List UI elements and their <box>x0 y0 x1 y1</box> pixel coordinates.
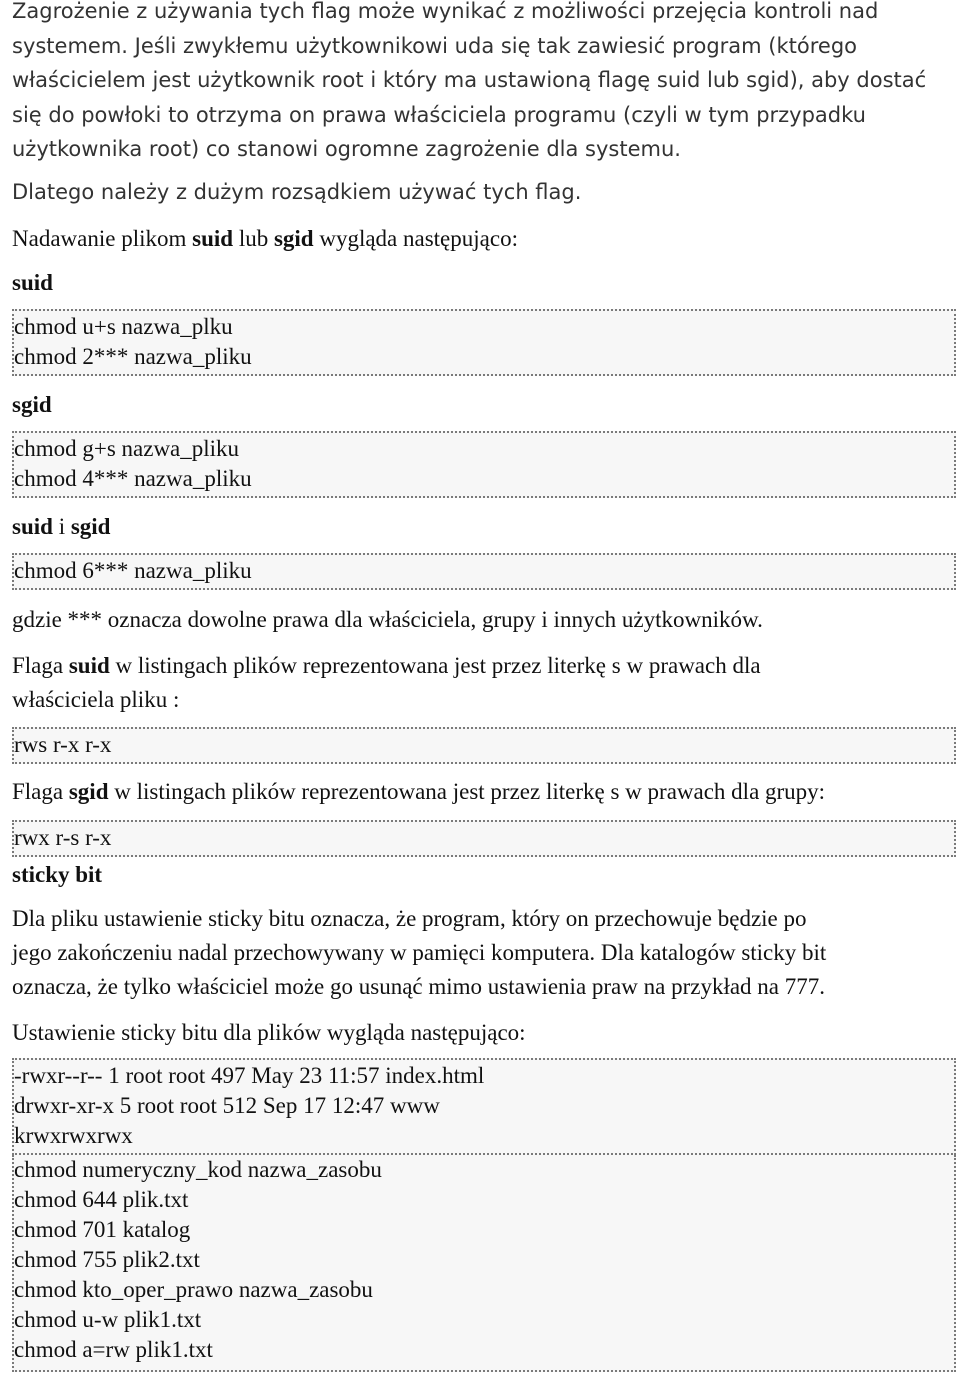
sgid-code-block <box>12 431 956 498</box>
chmod-code-block <box>12 1155 956 1372</box>
heading-sgid: sgid <box>70 514 111 539</box>
assign-paragraph <box>12 222 956 256</box>
code-line: chmod 2*** nazwa_pliku <box>14 344 252 369</box>
sticky-line: Dla pliku ustawienie sticky bitu oznacza, że program, który on przechowuje będzie po <box>12 906 807 931</box>
assign-suid: suid <box>192 226 234 251</box>
assign-prefix: Nadawanie plikom <box>12 226 193 251</box>
chmod-line: chmod a=rw plik1.txt <box>14 1337 213 1362</box>
intro-paragraph <box>12 0 956 167</box>
code-line: chmod g+s nazwa_pliku <box>14 436 240 461</box>
code-line: rws r-x r-x <box>14 732 112 757</box>
sticky-paragraph <box>12 902 956 1004</box>
suid-sgid-heading <box>12 512 110 542</box>
suid-sgid-code-block <box>12 553 956 590</box>
chmod-line: chmod 644 plik.txt <box>14 1187 189 1212</box>
listing-line: -rwxr--r-- 1 root root 497 May 23 11:57 index.html <box>14 1063 485 1088</box>
code-line: chmod 4*** nazwa_pliku <box>14 466 252 491</box>
suid-flag-line1 <box>12 649 956 683</box>
sticky-heading: sticky bit <box>12 862 103 887</box>
assign-mid: lub <box>233 226 274 251</box>
where-note: gdzie *** oznacza dowolne prawa dla właściciela, grupy i innych użytkowników. <box>12 607 763 632</box>
heading-suid: suid <box>12 514 53 539</box>
suid-flag-line2: właściciela pliku : <box>12 687 180 712</box>
listing-code-block <box>12 1058 956 1155</box>
chmod-line: chmod 755 plik2.txt <box>14 1247 200 1272</box>
suid-flag-name: suid <box>68 653 110 678</box>
sticky-setting-intro: Ustawienie sticky bitu dla plików wygląda następująco: <box>12 1020 526 1045</box>
heading-and: i <box>52 514 71 539</box>
suid-flag-prefix: Flaga <box>12 653 69 678</box>
intro-line: Zagrożenie z używania tych flag może wynikać z możliwości przejęcia kontroli nad <box>12 0 879 23</box>
intro-line: systemem. Jeśli zwykłemu użytkownikowi uda się tak zawiesić program (którego <box>12 33 858 58</box>
code-line: chmod u+s nazwa_plku <box>14 314 233 339</box>
sgid-flag-name: sgid <box>68 779 109 804</box>
assign-sgid: sgid <box>273 226 314 251</box>
suid-flag-example <box>12 727 956 764</box>
chmod-line: chmod u-w plik1.txt <box>14 1307 202 1332</box>
sgid-flag-rest: w listingach plików reprezentowana jest przez literkę s w prawach dla grupy: <box>108 779 826 804</box>
suid-flag-rest: w listingach plików reprezentowana jest przez literkę s w prawach dla <box>109 653 761 678</box>
sgid-flag-paragraph <box>12 775 956 809</box>
listing-line: krwxrwxrwx <box>14 1123 133 1148</box>
suid-code-block <box>12 309 956 376</box>
intro-line: właścicielem jest użytkownik root i który ma ustawioną flagę suid lub sgid), aby dostać <box>12 68 927 92</box>
suid-flag-paragraph <box>12 649 956 717</box>
chmod-line: chmod 701 katalog <box>14 1217 191 1242</box>
code-line: chmod 6*** nazwa_pliku <box>14 558 252 583</box>
assign-suffix: wygląda następująco: <box>313 226 518 251</box>
intro-line: się do powłoki to otrzyma on prawa właściciela programu (czyli w tym przypadku <box>12 102 866 127</box>
chmod-line: chmod numeryczny_kod nazwa_zasobu <box>14 1157 382 1182</box>
listing-line: drwxr-xr-x 5 root root 512 Sep 17 12:47 www <box>14 1093 440 1118</box>
chmod-line: chmod kto_oper_prawo nazwa_zasobu <box>14 1277 373 1302</box>
sgid-heading: sgid <box>12 392 52 417</box>
caution-paragraph: Dlatego należy z dużym rozsądkiem używać tych flag. <box>12 180 582 204</box>
sticky-line: jego zakończeniu nadal przechowywany w pamięci komputera. Dla katalogów sticky bit <box>12 940 827 965</box>
sticky-line: oznacza, że tylko właściciel może go usunąć mimo ustawienia praw na przykład na 777. <box>12 974 826 999</box>
sgid-flag-prefix: Flaga <box>12 779 69 804</box>
suid-heading: suid <box>12 270 53 295</box>
intro-line: użytkownika root) co stanowi ogromne zagrożenie dla systemu. <box>12 137 681 161</box>
code-line: rwx r-s r-x <box>14 825 112 850</box>
sgid-flag-example <box>12 820 956 857</box>
